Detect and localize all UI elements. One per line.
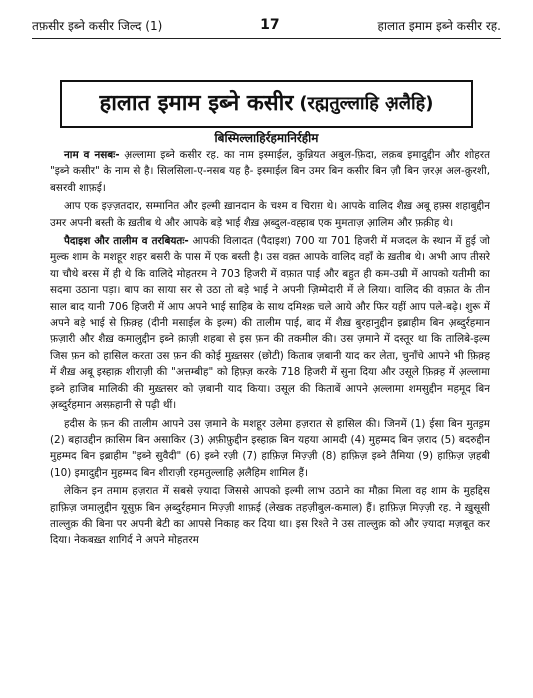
paragraph — [50, 147, 490, 196]
body-text — [50, 147, 490, 690]
chapter-title-honorific: (रह्मतुल्लाहि अ़लैहि) — [299, 93, 434, 114]
paragraph — [50, 483, 490, 549]
paragraph — [50, 416, 490, 482]
paragraph — [50, 233, 490, 413]
bismillah: बिस्मिल्लाहिर्रहमानिर्रहीम — [214, 131, 319, 145]
page-number: 17 — [260, 17, 280, 33]
paragraph-text: हदीस के फ़न की तालीम आपने उस ज़माने के मशहूर उलेमा हज़रात से हासिल की। जिनमें (1) ईसा बिन मुतइ़म (2) बहाउद्दीन क़ासिम बिन असाकिर (3) अ़फ़ीफ़ुद्दीन इस्हाक़ बिन यहया आमदी (4) मुहम्मद बिन ज़राद (5) बदरुद्दीन मुहम्मद बिन इब्राहीम "इब्ने सुवैदी" (6) इब्ने रज़ी (7) हाफ़िज़ मिज़्ज़ी (8) हाफ़िज़ इब्ने तैमिया (9) हाफ़िज़ ज़हबी (10) इमादुद्दीन मुहम्मद बिन शीराज़ी रहमतुल्लाहि अ़लैहिम शामिल हैं। — [50, 417, 490, 479]
header-chapter-title: हालात इमाम इब्ने कसीर रह. — [377, 18, 501, 33]
paragraph-heading: नाम व नसबः- — [64, 149, 120, 161]
header-book-title: तफ़सीर इब्ने कसीर जिल्द (1) — [32, 18, 163, 33]
paragraph-text: अ़ल्लामा इब्ने कसीर रह. का नाम इस्माईल, कुन्नियत अबुल-फ़िदा, लक़ब इमादुद्दीन और शोहरत "इब्ने कसीर" के नाम से है। सिलसिला-ए-नसब यह है- इस्माईल बिन उमर बिन कसीर बिन ज़ौ बिन ज़रअ़ अल-क़ुरशी, बसरवी शाफ़ई। — [50, 149, 490, 194]
paragraph-text: आपकी विलादत (पैदाइश) 700 या 701 हिजरी में मजदल के स्थान में हुई जो मुल्क शाम के मशहूर शहर बसरी के पास में एक बस्ती है। उस वक़्त आपके वालिद वहाँ के ख़तीब थे। अभी आप तीसरे या चौथे बरस में ही थे कि वालिदे मोहतरम ने 703 हिजरी में वफ़ात पाई और बहुत ही कम-उम्री में आपको यतीमी का सदमा उठाना पड़ा। बाप का साया सर से उठा तो बड़े भाई ने अपनी ज़िम्मेदारी में ले लिया। वालिद की वफ़ात के तीन साल बाद यानी 706 हिजरी में आप अपने भाई साहिब के साथ दमिश्क़ चले आये और फिर यहीं आप पले-बढ़े। शुरू में अपने बड़े भाई से फ़िक़्ह (दीनी मसाईल के इल्म) की तालीम पाई, बाद में शैख़ बुरहानुद्दीन इब्राहीम बिन अ़ब्दुर्रहमान फ़ज़ारी और शैख़ कमालुद्दीन इब्ने क़ाज़ी शहबा से इस फ़न की तकमील की। उस ज़माने में दस्तूर था कि तालिबे-इल्म जिस फ़न को हासिल करता उस फ़न की कोई मुख़्तसर (छोटी) किताब ज़बानी याद कर लेता, चुनाँचे आपने भी फ़िक़्ह में शैख़ अबू इस्हाक़ शीराज़ी की "अत्तम्बीह" को हिफ़्ज़ करके 718 हिजरी में सुना दिया और उसूले फ़िक़्ह में अ़ल्लामा इब्ने हाजिब मालिकी की मुख़्तसर को ज़बानी याद किया। उसूल की किताबें आपने अ़ल्लामा शमसुद्दीन महमूद बिन अ़ब्दुर्रहमान अस्फ़हानी से पढ़ी थीं। — [50, 235, 490, 412]
paragraph-text: लेकिन इन तमाम हज़रात में सबसे ज़्यादा जिससे आपको इल्मी लाभ उठाने का मौक़ा मिला वह शाम के मुहद्दिस हाफ़िज़ जमालुद्दीन यूसुफ़ बिन अ़ब्दुर्रहमान मिज़्ज़ी शाफ़ई (लेखक तहज़ीबुल-कमाल) हैं। हाफ़िज़ मिज़्ज़ी रह. ने ख़ुसूसी ताल्लुक़ की बिना पर अपनी बेटी का आपसे निकाह कर दिया था। इस रिश्ते ने उस ताल्लुक़ को और ज़्यादा मज़बूत कर दिया। नेकबख़्त शागिर्द ने अपने मोहतरम — [50, 485, 490, 547]
chapter-title: हालात इमाम इब्ने कसीर — [99, 91, 294, 116]
paragraph-heading: पैदाइश और तालीम व तरबियतः- — [64, 235, 189, 248]
header-rule — [32, 38, 501, 39]
paragraph-text: आप एक इज़्ज़तदार, सम्मानित और इल्मी ख़ानदान के चश्म व चिराग़ थे। आपके वालिद शैख़ अबू हफ़्स शहाबुद्दीन उमर अपनी बस्ती के ख़तीब थे और आपके बड़े भाई शैख़ अ़ब्दुल-वह्हाब एक मुमताज़ आ़लिम और फ़क़ीह थे। — [50, 200, 490, 229]
chapter-title-box — [60, 80, 473, 128]
paragraph — [50, 198, 490, 231]
running-header — [32, 14, 501, 36]
